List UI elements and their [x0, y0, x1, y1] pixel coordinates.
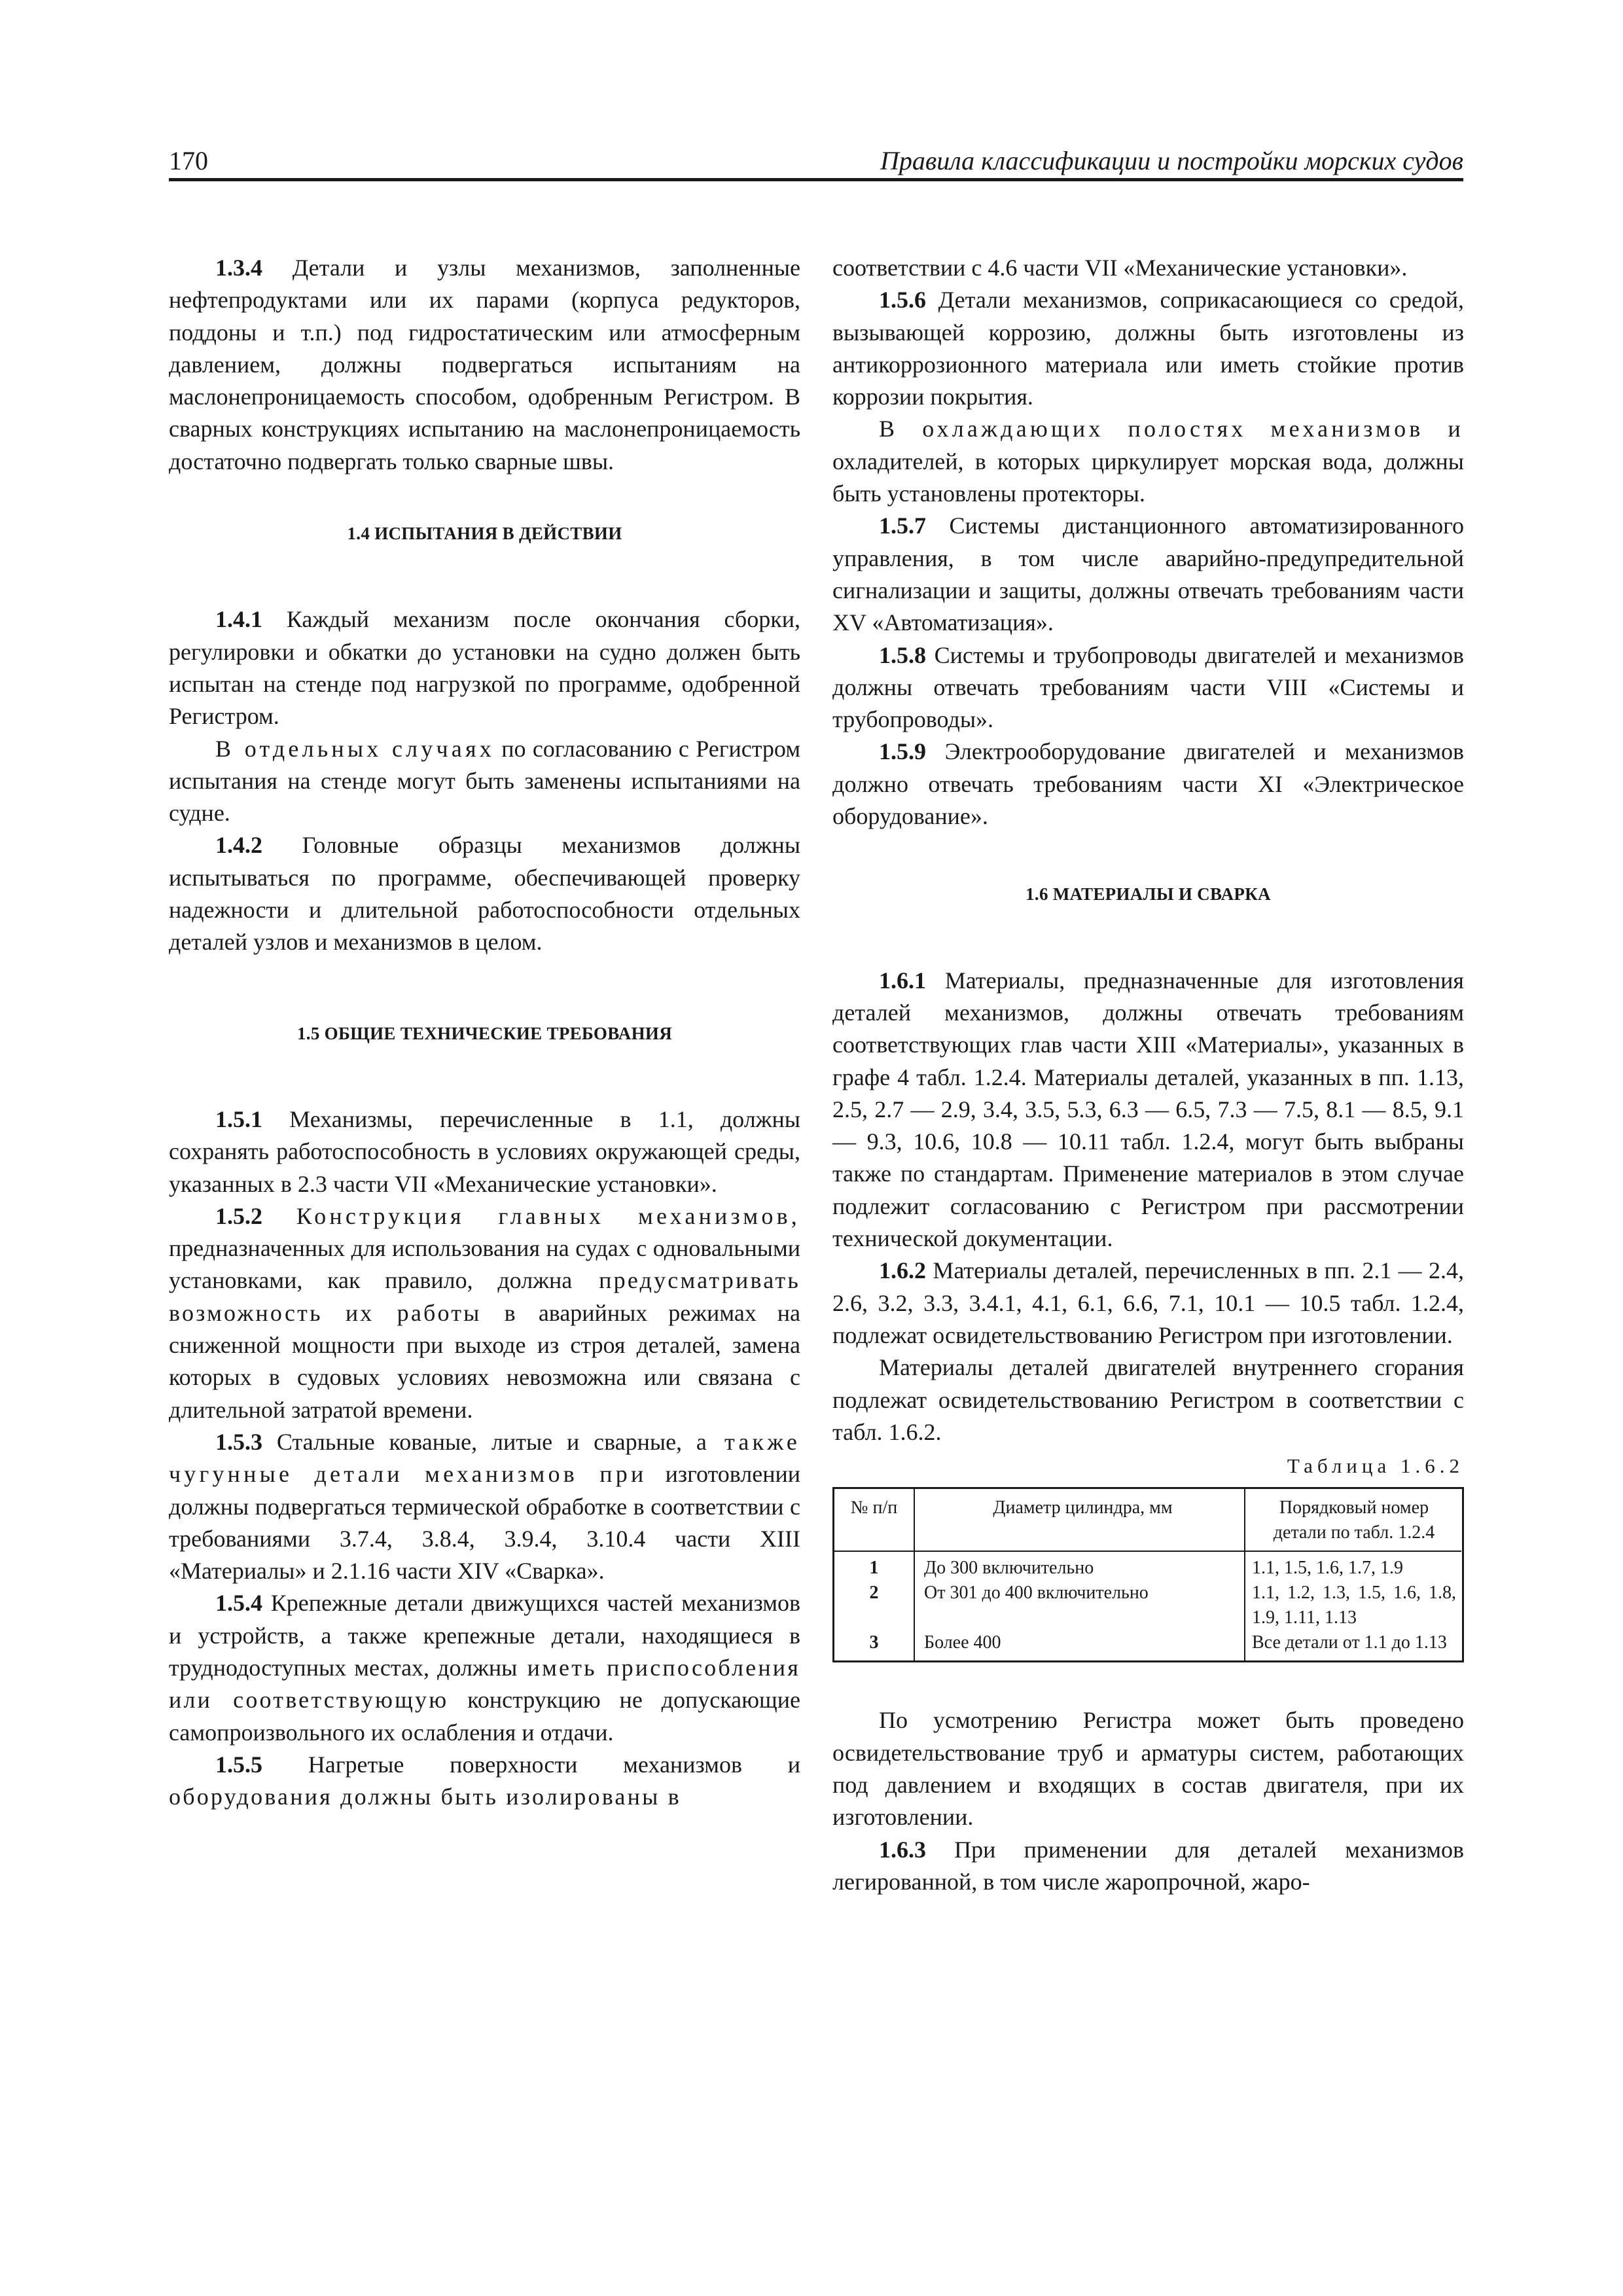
table-cell-numbers	[834, 1552, 915, 1660]
left-column	[169, 252, 800, 1813]
table-row-2-number: 2	[869, 1583, 879, 1604]
paragraph-1-5-3: 1.5.3 Стальные кованые, литые и сварные, а также чугунные детали механизмов при изготовлении должны подвергаться термической обработке в соответствии с требованиями 3.7.4, 3.8.4, 3.9.4, 3.10.4 части XIII «Материалы» и 2.1.16 части XIV «Сварка».	[169, 1428, 801, 1585]
paragraph-1-4-1: 1.4.1 Каждый механизм после окончания сборки, регулировки и обкатки до установки на судно должен быть испытан на стенде под нагрузкой по программе, одобренной Регистром.	[169, 606, 800, 730]
paragraph-1-4-2: 1.4.2 Головные образцы механизмов должны испытываться по программе, обеспечивающей проверку надежности и длительной работоспособности отдельных деталей узлов и механизмов в целом.	[169, 832, 800, 956]
paragraph-1-6-1: 1.6.1 Материалы, предназначенные для изготовления деталей механизмов, должны отвечать требованиям соответствующих глав части XIII «Материалы», указанных в графе 4 табл. 1.2.4. Материалы деталей, указанных в пп. 1.13, 2.5, 2.7 — 2.9, 3.4, 3.5, 5.3, 6.3 — 6.5, 7.3 — 7.5, 8.1 — 8.5, 9.1 — 9.3, 10.6, 10.8 — 10.11 табл. 1.2.4, могут быть выбраны также по стандартам. Применение материалов в этом случае подлежит согласованию с Регистром при рассмотрении технической документации.	[832, 967, 1464, 1252]
clause-number: 1.6.2	[879, 1257, 926, 1284]
paragraph-1-3-4: 1.3.4 Детали и узлы механизмов, заполненные нефтепродуктами или их парами (корпуса редукторов, поддоны и т.п.) под гидростатическим или атмосферным давлением, должны подвергаться испытаниям на маслонепроницаемость способом, одобренным Регистром. В сварных конструкциях испытанию на маслонепроницаемость достаточно подвергать только сварные швы.	[169, 255, 800, 475]
table-header-parts: Порядковый номер детали по табл. 1.2.4	[1245, 1489, 1461, 1552]
clause-number: 1.4.2	[215, 832, 262, 859]
table-header-number: № п/п	[834, 1489, 915, 1552]
paragraph-1-5-4: 1.5.4 Крепежные детали движущихся частей механизмов и устройств, а также крепежные детали, находящиеся в труднодоступных местах, должны иметь приспособления или соответствующую конструкцию не допускающие самопроизвольного их ослабления и отдачи.	[169, 1590, 801, 1746]
running-title: Правила классификации и постройки морских судов	[880, 146, 1463, 175]
table-row-2-diameter: От 301 до 400 включительно	[924, 1583, 1149, 1604]
page-number: 170	[169, 146, 208, 175]
clause-number: 1.5.6	[879, 287, 926, 314]
page-header	[169, 140, 1463, 181]
table-row-1-diameter: До 300 включительно	[924, 1558, 1094, 1579]
paragraph-1-5-2: 1.5.2 Конструкция главных механизмов, предназначенных для использования на судах с одновальными установками, как правило, должна предусматривать возможность их работы в аварийных режимах на сниженной мощности при выходе из строя деталей, замена которых в судовых условиях невозможна или связана с длительной затратой времени.	[169, 1202, 800, 1423]
clause-number: 1.4.1	[215, 606, 262, 633]
paragraph-1-4-1-b: В отдельных случаях по согласованию с Регистром испытания на стенде могут быть заменены испытаниями на судне.	[169, 735, 800, 827]
paragraph-1-5-6: 1.5.6 Детали механизмов, соприкасающиеся со средой, вызывающей коррозию, должны быть изготовлены из антикоррозионного материала или иметь стойкие против коррозии покрытия.	[832, 287, 1464, 410]
paragraph-1-5-5-continued: соответствии с 4.6 части VII «Механические установки».	[832, 255, 1408, 281]
paragraph-1-5-7: 1.5.7 Системы дистанционного автоматизированного управления, в том числе аварийно-предупредительной сигнализации и защиты, должны отвечать требованиям части XV «Автоматизация».	[832, 512, 1464, 636]
section-title-1-5: 1.5 ОБЩИЕ ТЕХНИЧЕСКИЕ ТРЕБОВАНИЯ	[296, 1023, 673, 1043]
clause-number: 1.6.3	[879, 1836, 926, 1863]
clause-number: 1.5.5	[215, 1751, 262, 1778]
paragraph-1-6-3: 1.6.3 При применении для деталей механизмов легированной, в том числе жаропрочной, жаро-	[832, 1836, 1464, 1895]
section-title-1-4: 1.4 ИСПЫТАНИЯ В ДЕЙСТВИИ	[347, 524, 622, 544]
table-caption: Таблица 1.6.2	[1287, 1454, 1464, 1478]
table-header-diameter: Диаметр цилиндра, мм	[915, 1489, 1245, 1552]
paragraph-1-5-1: 1.5.1 Механизмы, перечисленные в 1.1, должны сохранять работоспособность в условиях окружающей среды, указанных в 2.3 части VII «Механические установки».	[169, 1105, 800, 1197]
section-title-1-6: 1.6 МАТЕРИАЛЫ И СВАРКА	[1026, 884, 1271, 905]
paragraph-1-5-6-b: В охлаждающих полостях механизмов и охладителей, в которых циркулирует морская вода, должны быть установлены протекторы.	[832, 416, 1464, 507]
clause-number: 1.5.4	[215, 1590, 262, 1617]
paragraph-after-table: По усмотрению Регистра может быть проведено освидетельствование труб и арматуры систем, работающих под давлением и входящих в состав двигателя, при их изготовлении.	[832, 1707, 1464, 1831]
paragraph-1-5-9: 1.5.9 Электрооборудование двигателей и механизмов должно отвечать требованиям части XI «Электрическое оборудование».	[832, 738, 1464, 830]
clause-number: 1.5.3	[215, 1428, 262, 1455]
table-cell-parts	[1245, 1552, 1461, 1660]
table-row-3-parts: Все детали от 1.1 до 1.13	[1252, 1632, 1447, 1653]
clause-number: 1.3.4	[215, 255, 262, 281]
table-row-3-diameter: Более 400	[924, 1632, 1001, 1653]
clause-number: 1.5.9	[879, 738, 926, 765]
paragraph-1-5-8: 1.5.8 Системы и трубопроводы двигателей и механизмов должны отвечать требованиям части VIII «Системы и трубопроводы».	[832, 641, 1464, 733]
right-column	[832, 252, 1464, 1898]
table-cell-diameters	[915, 1552, 1245, 1660]
table-row-2-parts: 1.1, 1.2, 1.3, 1.5, 1.6, 1.8, 1.9, 1.11, 1.13	[1252, 1583, 1456, 1628]
clause-number: 1.5.7	[879, 512, 926, 539]
table-row-1-parts: 1.1, 1.5, 1.6, 1.7, 1.9	[1252, 1558, 1403, 1579]
paragraph-1-6-2: 1.6.2 Материалы деталей, перечисленных в пп. 2.1 — 2.4, 2.6, 3.2, 3.3, 3.4.1, 4.1, 6.1, 6.6, 7.1, 10.1 — 10.5 табл. 1.2.4, подлежат освидетельствованию Регистром при изготовлении.	[832, 1257, 1464, 1348]
header-rule	[169, 178, 1463, 181]
clause-number: 1.5.2	[215, 1202, 262, 1229]
table-row-3-number: 3	[869, 1632, 879, 1653]
table-row-1-number: 1	[869, 1558, 879, 1579]
paragraph-1-5-5: 1.5.5 Нагретые поверхности механизмов и оборудования должны быть изолированы в	[169, 1751, 800, 1810]
clause-number: 1.5.8	[879, 641, 926, 668]
table-1-6-2	[832, 1487, 1464, 1662]
clause-number: 1.6.1	[879, 967, 926, 994]
paragraph-1-6-2-b: Материалы деталей двигателей внутреннего сгорания подлежат освидетельствованию Регистром в соответствии с табл. 1.6.2.	[832, 1354, 1464, 1445]
clause-number: 1.5.1	[215, 1105, 262, 1132]
